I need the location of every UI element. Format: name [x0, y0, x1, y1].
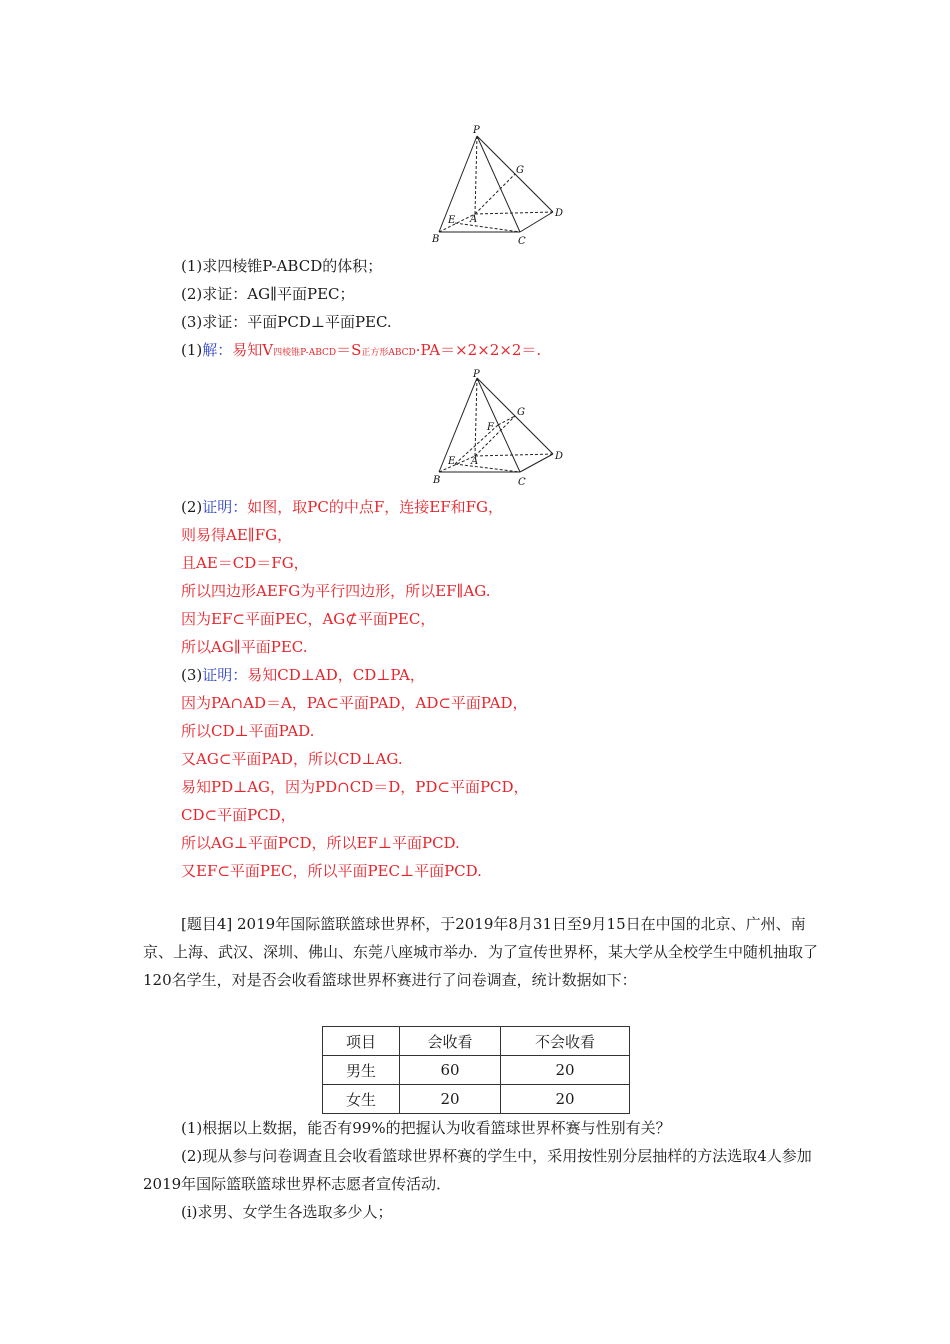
- proof-2-line-5: 因为EF⊂平面PEC，AG⊄平面PEC，: [181, 610, 436, 628]
- table-row: [323, 1056, 630, 1085]
- proof-3-line-1: (3)证明：易知CD⊥AD，CD⊥PA，: [181, 666, 425, 684]
- proof-3-line-2: 因为PA∩AD＝A，PA⊂平面PAD，AD⊂平面PAD，: [181, 694, 528, 712]
- question-1: (1)求四棱锥P-ABCD的体积；: [181, 257, 383, 275]
- question-2: (2)求证：AG∥平面PEC；: [181, 285, 355, 303]
- proof-2-line-1: (2)证明：如图，取PC的中点F，连接EF和FG，: [181, 498, 503, 516]
- table-cell: 20: [400, 1085, 501, 1114]
- solution-1-sub-b: 正方形ABCD: [361, 348, 416, 358]
- solution-1-text-a: 易知V: [232, 341, 274, 359]
- subquestion-1: (1)根据以上数据，能否有99%的把握认为收看篮球世界杯赛与性别有关？: [181, 1119, 671, 1137]
- label-b: B: [433, 475, 441, 486]
- label-p: P: [473, 369, 480, 380]
- solution-1-prefix: (1): [181, 341, 203, 359]
- proof-2-line-4: 所以四边形AEFG为平行四边形，所以EF∥AG.: [181, 582, 491, 600]
- table-cell: 20: [501, 1056, 630, 1085]
- table-row: [323, 1085, 630, 1114]
- proof-2-line-2: 则易得AE∥FG，: [181, 526, 293, 544]
- problem-4-text: [题目4] 2019年国际篮联篮球世界杯，于2019年8月31日至9月15日在中国的北京、广州、南京、上海、武汉、深圳、佛山、东莞八座城市举办．为了宣传世界杯，某大学从全校学生中随机抽取了120名学生，对是否会收看篮球世界杯赛进行了问卷调查，统计数据如下：: [143, 915, 819, 989]
- table-cell: 20: [501, 1085, 630, 1114]
- proof-2-line-3: 且AE＝CD＝FG，: [181, 554, 309, 572]
- solution-1-text-b: ＝S: [336, 341, 362, 359]
- subquestion-2: (2)现从参与问卷调查且会收看篮球世界杯赛的学生中，采用按性别分层抽样的方法选取4人参加2019年国际篮联篮球世界杯志愿者宣传活动．: [143, 1147, 812, 1193]
- proof-3-line-3: 所以CD⊥平面PAD.: [181, 722, 315, 740]
- label-d: D: [555, 208, 564, 219]
- proof-3-line-6: CD⊂平面PCD，: [181, 806, 296, 824]
- pyramid-figure-1: [425, 122, 570, 250]
- label-f: F: [487, 422, 494, 433]
- survey-table: [322, 1026, 630, 1114]
- subquestion-3: (ⅰ)求男、女学生各选取多少人；: [181, 1203, 393, 1221]
- proof-3-line-5: 易知PD⊥AG，因为PD∩CD＝D，PD⊂平面PCD，: [181, 778, 529, 796]
- label-a: A: [471, 456, 479, 467]
- table-cell: 女生: [323, 1085, 400, 1114]
- proof-3-line-8: 又EF⊂平面PEC，所以平面PEC⊥平面PCD.: [181, 862, 482, 880]
- solution-1-text-c: ·PA＝×2×2×2＝.: [415, 341, 542, 359]
- table-header-cell: 项目: [323, 1027, 400, 1056]
- solution-1-sub-a: 四棱锥P-ABCD: [273, 348, 337, 358]
- solution-1: [181, 340, 541, 363]
- label-g: G: [517, 407, 525, 418]
- proof-3-line-7: 所以AG⊥平面PCD，所以EF⊥平面PCD.: [181, 834, 460, 852]
- table-header-cell: 不会收看: [501, 1027, 630, 1056]
- label-e: E: [448, 215, 456, 226]
- proof-3-line-4: 又AG⊂平面PAD，所以CD⊥AG.: [181, 750, 403, 768]
- label-a: A: [470, 214, 478, 225]
- label-e: E: [448, 456, 456, 467]
- label-g: G: [516, 165, 524, 176]
- question-3: (3)求证：平面PCD⊥平面PEC.: [181, 313, 392, 331]
- proof-2-line-6: 所以AG∥平面PEC.: [181, 638, 308, 656]
- table-header-row: [323, 1027, 630, 1056]
- solution-1-tag: 解：: [202, 341, 233, 359]
- pyramid-figure-2: [425, 368, 570, 490]
- table-header-cell: 会收看: [400, 1027, 501, 1056]
- label-b: B: [432, 234, 440, 245]
- label-p: P: [473, 125, 480, 136]
- label-d: D: [555, 451, 564, 462]
- label-c: C: [518, 477, 526, 488]
- label-c: C: [518, 236, 526, 247]
- table-cell: 男生: [323, 1056, 400, 1085]
- table-cell: 60: [400, 1056, 501, 1085]
